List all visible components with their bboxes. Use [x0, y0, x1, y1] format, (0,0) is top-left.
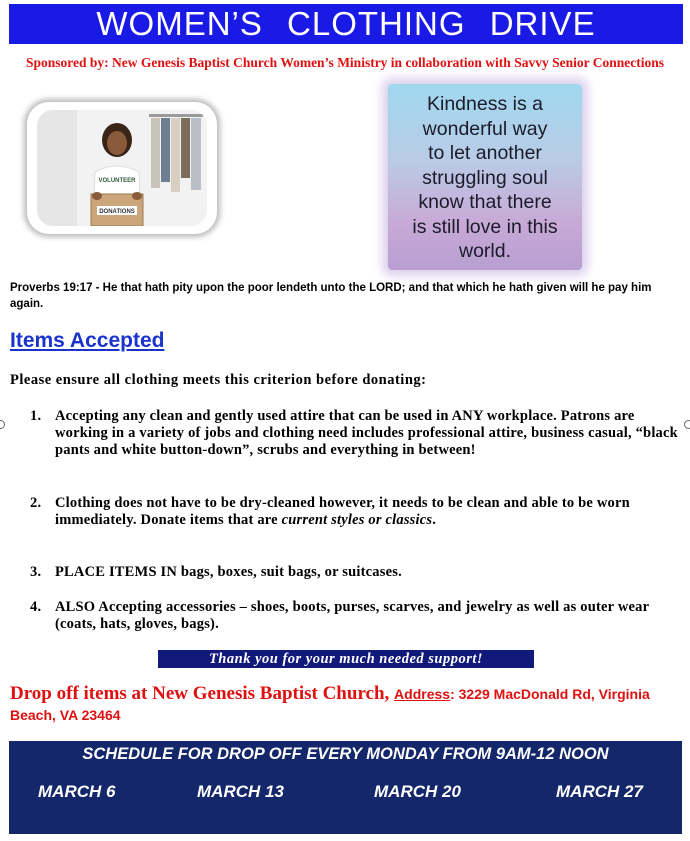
kindness-quote	[388, 84, 582, 270]
list-item-text-end: .	[432, 512, 437, 528]
dropoff-info	[10, 683, 685, 726]
volunteer-photo	[27, 102, 217, 234]
list-item	[30, 564, 402, 581]
address-label: Address	[394, 686, 451, 702]
address-text: : 3229 MacDonald Rd, Virginia Beach, VA 23464	[10, 686, 650, 723]
thank-you-banner: Thank you for your much needed support!	[158, 650, 534, 668]
list-item-text: ALSO Accepting accessories – shoes, boots, purses, scarves, and jewelry as well as outer wear (coats, hats, gloves, bags).	[55, 599, 649, 632]
dropoff-prefix: Drop off items at New Genesis Baptist Church,	[10, 683, 395, 704]
resize-handle-left[interactable]	[0, 420, 5, 429]
list-number: 1.	[30, 408, 42, 424]
schedule-date: MARCH 6	[38, 782, 116, 801]
volunteer-image	[37, 110, 207, 226]
flyer-title: WOMEN’S CLOTHING DRIVE	[9, 4, 683, 44]
schedule-title: SCHEDULE FOR DROP OFF EVERY MONDAY FROM 9AM-12 NOON	[82, 745, 609, 763]
schedule-date: MARCH 27	[556, 782, 643, 801]
volunteer-illustration	[37, 110, 207, 226]
list-item	[30, 599, 682, 633]
list-item	[30, 408, 682, 459]
list-item-emphasis: current styles or classics	[281, 512, 433, 528]
list-number: 3.	[30, 564, 42, 580]
schedule-date: MARCH 13	[197, 782, 284, 801]
list-number: 4.	[30, 599, 42, 615]
ensure-text: Please ensure all clothing meets this criterion before donating:	[10, 372, 427, 388]
items-accepted-heading: Items Accepted	[10, 329, 165, 352]
list-item-text: Accepting any clean and gently used attire that can be used in ANY workplace. Patrons are working in a variety of jobs and clothing need includes professional attire, business casual, “black pants and white button-down”, scrubs and everything in between!	[55, 408, 678, 458]
resize-handle-right[interactable]	[684, 420, 690, 429]
quote-text: Kindness is a wonderful way to let another struggling soul know that there is still love in this world.	[412, 93, 558, 263]
list-item-text: PLACE ITEMS IN bags, boxes, suit bags, or suitcases.	[55, 564, 402, 580]
schedule-date: MARCH 20	[374, 782, 461, 801]
schedule-box	[9, 741, 682, 834]
box-text: DONATIONS	[99, 209, 135, 215]
sponsor-line: Sponsored by: New Genesis Baptist Church Women’s Ministry in collaboration with Savvy Senior Connections	[26, 55, 664, 70]
list-number: 2.	[30, 495, 42, 511]
proverb-verse: Proverbs 19:17 - He that hath pity upon the poor lendeth unto the LORD; and that which he hath given will he pay him again.	[10, 282, 652, 310]
list-item-text: Clothing does not have to be dry-cleaned however, it needs to be clean and able to be worn immediately. Donate items that are	[55, 495, 630, 528]
tshirt-text: VOLUNTEER	[98, 178, 136, 184]
list-item	[30, 495, 682, 529]
